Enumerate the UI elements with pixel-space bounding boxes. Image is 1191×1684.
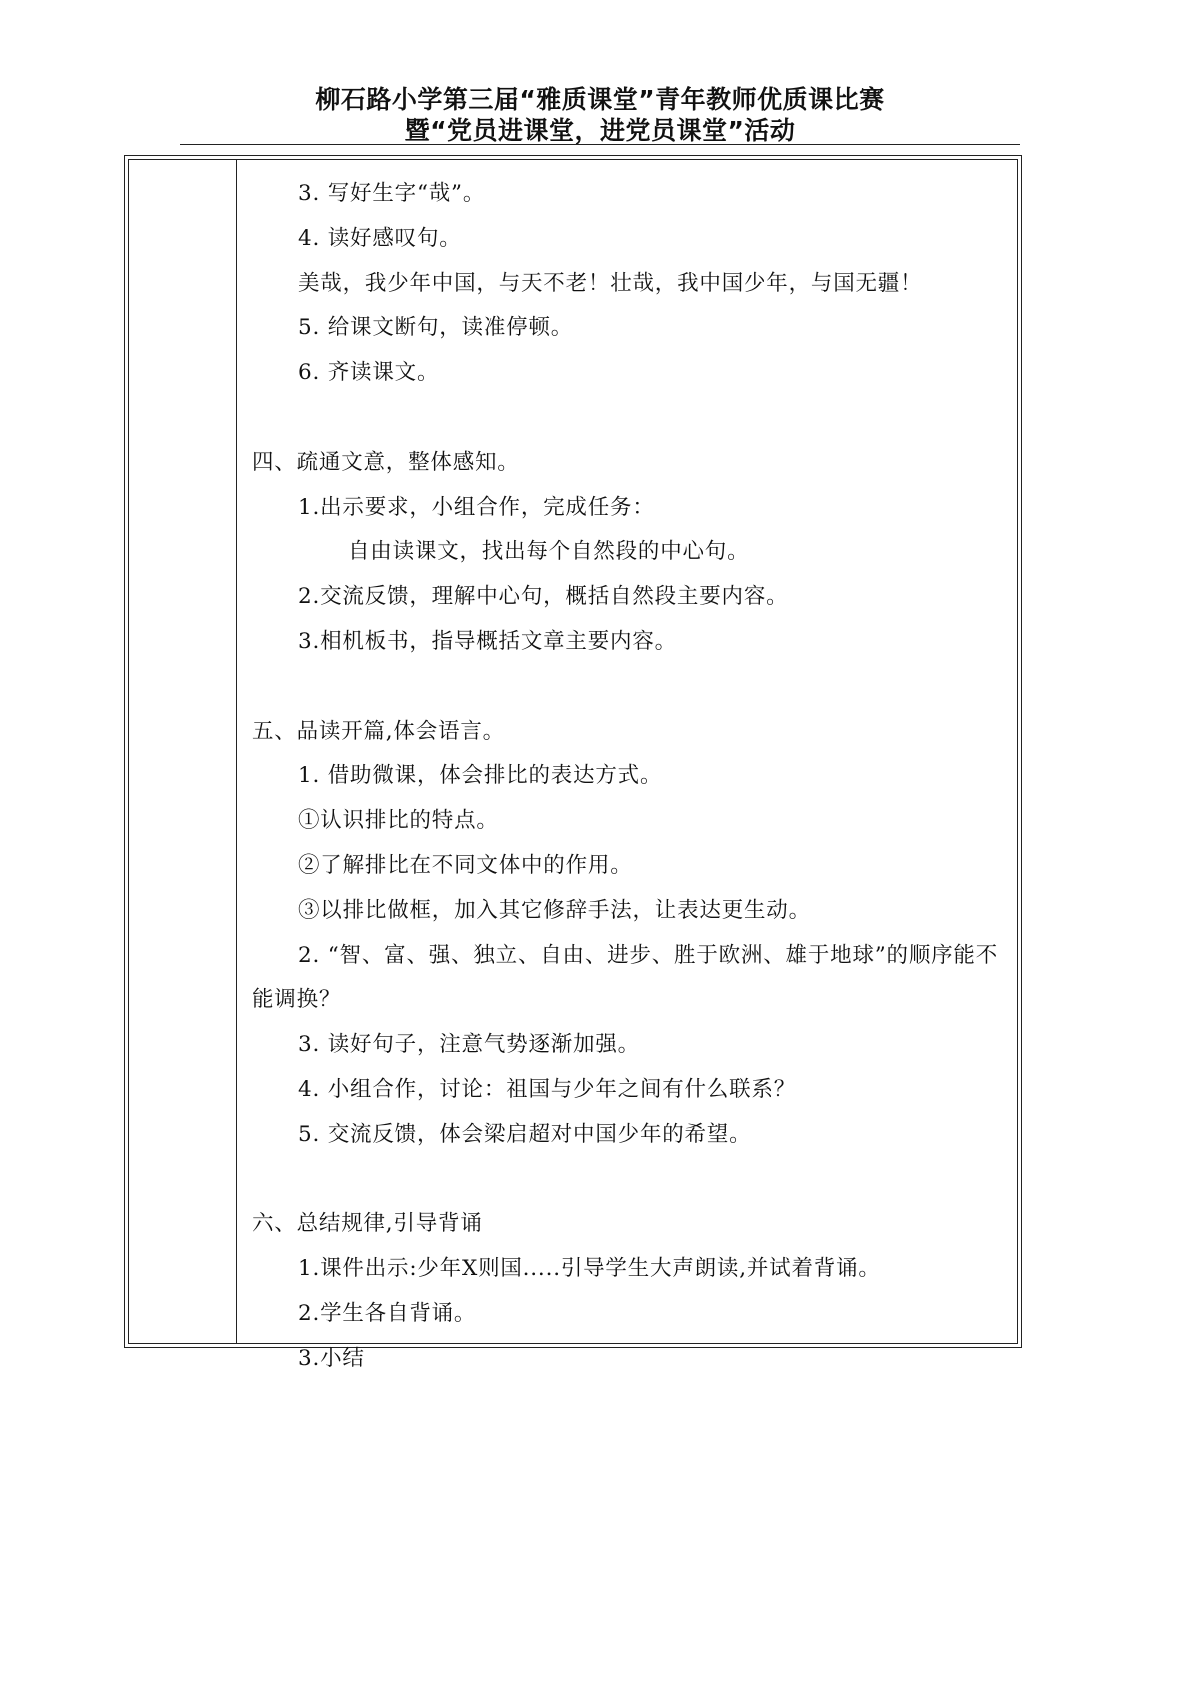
section-heading-5: 五、品读开篇,体会语言。 xyxy=(252,718,505,744)
sub-step-line: ③以排比做框，加入其它修辞手法，让表达更生动。 xyxy=(298,897,811,923)
sub-step-line: ②了解排比在不同文体中的作用。 xyxy=(298,852,633,878)
step-line: 2.学生各自背诵。 xyxy=(298,1300,477,1326)
lesson-plan-table xyxy=(124,155,1022,1371)
step-line: 5. 交流反馈，体会梁启超对中国少年的希望。 xyxy=(298,1121,752,1147)
step-line: 2. “智、富、强、独立、自由、进步、胜于欧洲、雄于地球”的顺序能不 xyxy=(298,942,999,968)
sub-step-line: ①认识排比的特点。 xyxy=(298,808,499,834)
column-divider xyxy=(236,160,237,1343)
step-line: 6. 齐读课文。 xyxy=(298,360,440,386)
step-line: 3. 写好生字“哉”。 xyxy=(298,181,486,206)
step-line-continued: 能调换？ xyxy=(252,987,342,1013)
step-line: 5. 给课文断句，读准停顿。 xyxy=(298,315,574,341)
step-line: 3.小结 xyxy=(298,1345,365,1371)
document-header xyxy=(180,84,1020,146)
section-heading-4: 四、疏通文意，整体感知。 xyxy=(252,449,520,475)
step-line: 1.课件出示:少年X则国.....引导学生大声朗读,并试着背诵。 xyxy=(298,1256,881,1282)
step-line: 4. 小组合作，讨论：祖国与少年之间有什么联系？ xyxy=(298,1076,797,1102)
header-rule xyxy=(180,144,1020,145)
task-line: 自由读课文，找出每个自然段的中心句。 xyxy=(348,539,750,565)
step-line: 2.交流反馈，理解中心句，概括自然段主要内容。 xyxy=(298,584,789,610)
step-line: 1.出示要求，小组合作，完成任务： xyxy=(298,494,655,520)
section-heading-6: 六、总结规律,引导背诵 xyxy=(252,1211,483,1237)
header-title-line2: 暨“党员进课堂，进党员课堂”活动 xyxy=(404,116,796,145)
table-inner-border xyxy=(128,159,1018,1371)
step-line: 4. 读好感叹句。 xyxy=(298,225,462,251)
step-line: 3.相机板书，指导概括文章主要内容。 xyxy=(298,628,677,654)
lesson-steps-cell xyxy=(252,172,1022,1382)
step-line: 3. 读好句子，注意气势逐渐加强。 xyxy=(298,1032,640,1058)
header-title-line1: 柳石路小学第三届“雅质课堂”青年教师优质课比赛 xyxy=(315,85,885,114)
step-line: 1. 借助微课，体会排比的表达方式。 xyxy=(298,763,663,789)
exclamation-sentence: 美哉，我少年中国，与天不老！壮哉，我中国少年，与国无疆！ xyxy=(298,270,923,296)
